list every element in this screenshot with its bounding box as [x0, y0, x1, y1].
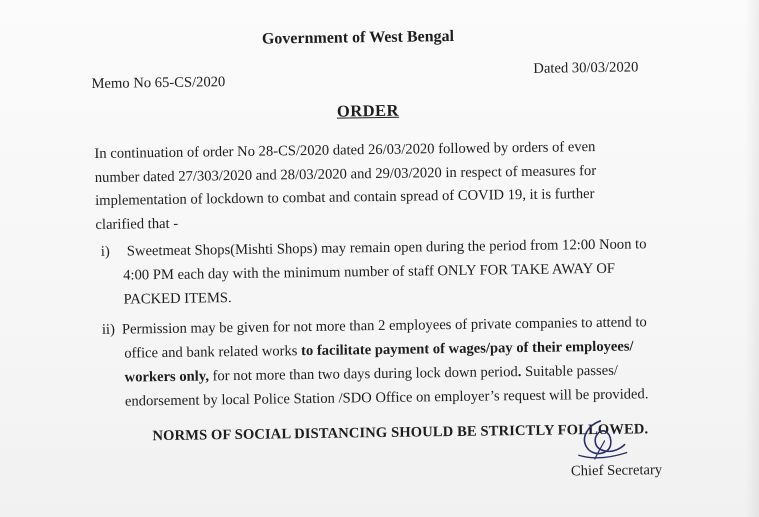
intro-line-2: number dated 27/303/2020 and 28/03/2020 and 29/03/2020 in respect of measures for — [94, 162, 597, 186]
clause-2-text-1: Permission may be given for not more than 2 employees of private companies to attend to — [121, 314, 647, 338]
intro-line-1: In continuation of order No 28-CS/2020 dated 26/03/2020 followed by orders of even — [94, 138, 596, 162]
clause-1-number: i) — [100, 243, 110, 260]
order-title: ORDER — [336, 100, 400, 121]
page-edge-shadow — [745, 0, 759, 517]
clause-2-number: ii) — [101, 321, 116, 338]
social-distancing-notice: NORMS OF SOCIAL DISTANCING SHOULD BE STRICTLY FOLLOWED. — [152, 421, 649, 445]
clause-1-text-1: Sweetmeat Shops(Mishti Shops) may remain open during the period from 12:00 Noon to — [126, 236, 647, 260]
clause-2-text-2-plain: office and bank related works — [124, 343, 302, 362]
memo-date: Dated 30/03/2020 — [533, 59, 639, 77]
signature-icon — [570, 414, 635, 465]
memo-number: Memo No 65-CS/2020 — [91, 74, 226, 93]
signatory-title: Chief Secretary — [570, 462, 663, 480]
clause-2-line-1 — [102, 314, 647, 339]
clause-2-text-2-bold: to facilitate payment of wages/pay of their employees/ — [300, 338, 634, 360]
government-heading: Government of West Bengal — [261, 27, 455, 48]
clause-2-line-3 — [125, 363, 619, 387]
intro-line-4: clarified that - — [95, 215, 179, 233]
clause-2-line-4: endorsement by local Police Station /SDO Office on employer’s request will be provided. — [124, 386, 649, 410]
clause-1-line-1 — [101, 236, 647, 261]
clause-2-text-3-plain: for not more than two days during lock down period — [208, 364, 518, 385]
clause-1-line-3: PACKED ITEMS. — [123, 290, 232, 308]
clause-2-line-2 — [124, 338, 634, 362]
intro-line-3: implementation of lockdown to combat and contain spread of COVID 19, it is further — [95, 186, 595, 209]
clause-2-text-3-plain-b: Suitable passes/ — [521, 362, 618, 381]
clause-2-text-3-period: . — [517, 364, 522, 381]
clause-1-line-2: 4:00 PM each day with the minimum number of staff ONLY FOR TAKE AWAY OF — [123, 260, 616, 284]
clause-2-text-3-bold: workers only, — [124, 368, 210, 386]
